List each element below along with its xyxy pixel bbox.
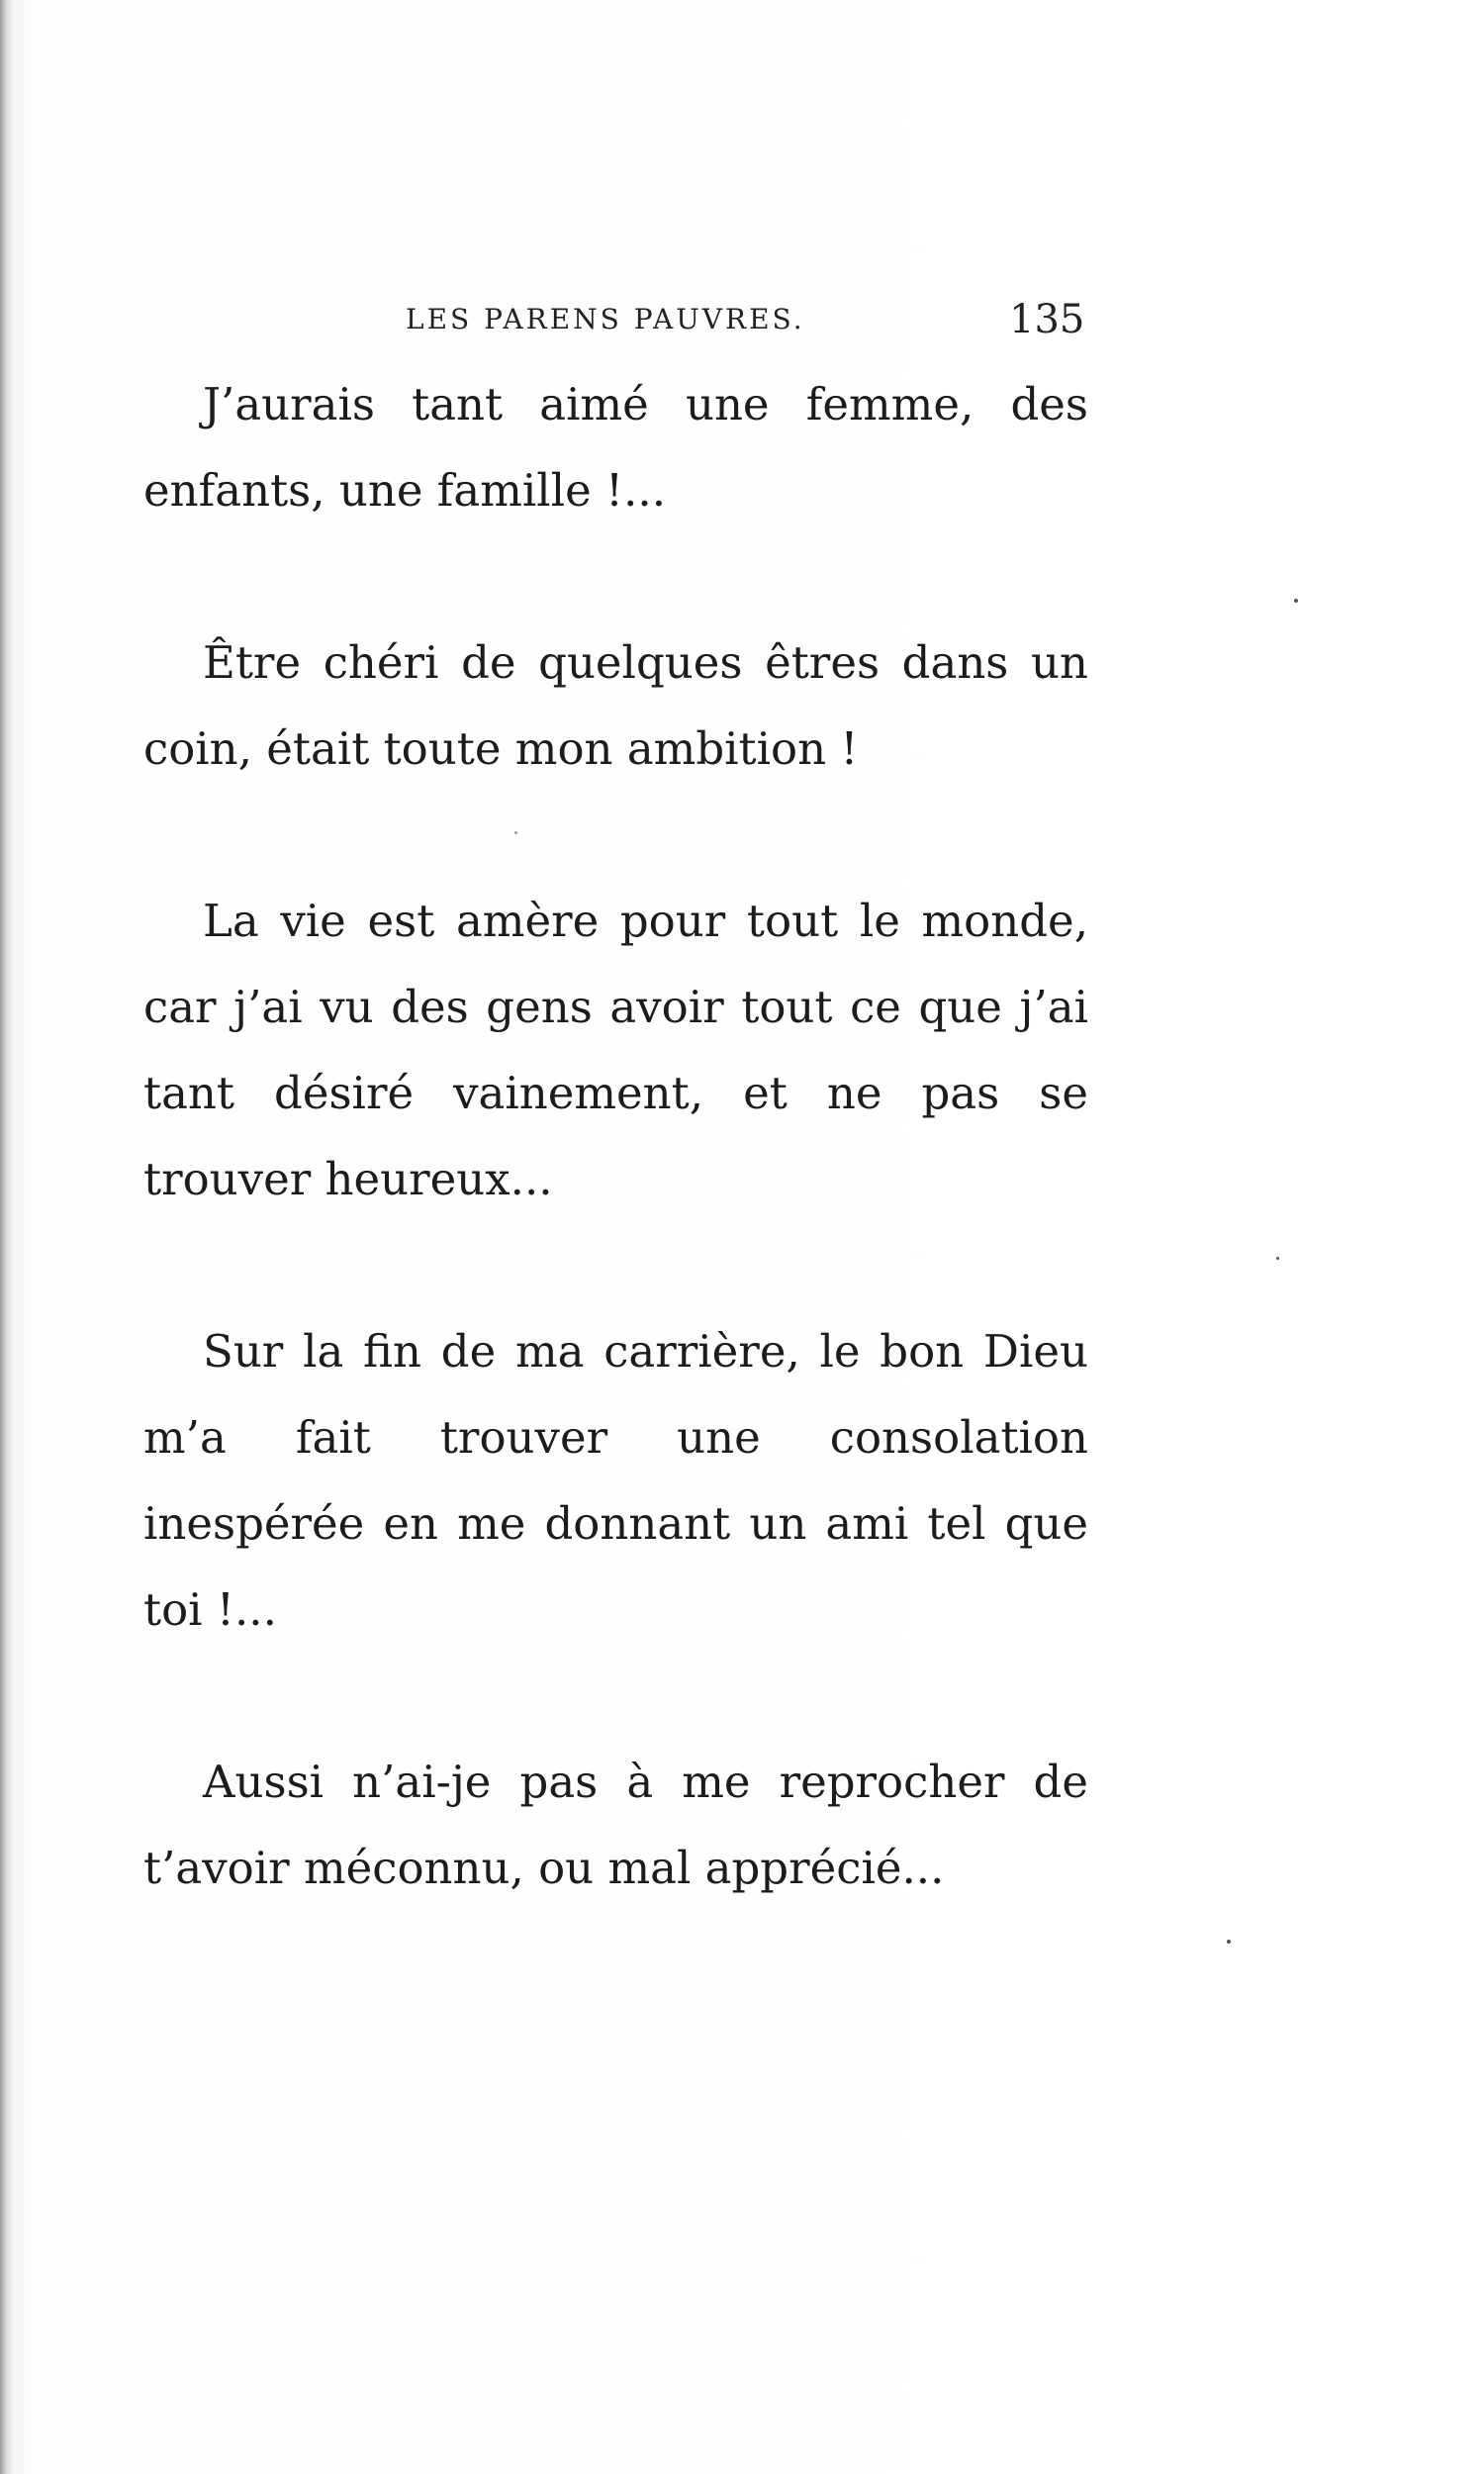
paper-speck	[1227, 1940, 1231, 1944]
page-number: 135	[1009, 297, 1085, 342]
paragraph-5: Aussi n’ai-je pas à me reprocher de t’avoir méconnu, ou mal apprécié...	[143, 1756, 1088, 1894]
paragraph-gap	[143, 1653, 1088, 1739]
paragraph-2: Être chéri de quelques êtres dans un coin, était toute mon ambition !	[143, 636, 1088, 775]
paper-speck	[514, 831, 517, 834]
paragraph-gap	[143, 792, 1088, 878]
paragraph-3: La vie est amère pour tout le monde, car j’ai vu des gens avoir tout ce que j’ai tant désiré vainement, et ne pas se trouver heureux...	[143, 895, 1088, 1205]
paragraph-1: J’aurais tant aimé une femme, des enfants, une famille !...	[143, 378, 1088, 517]
page-body	[143, 361, 1088, 1911]
running-title: LES PARENS PAUVRES.	[406, 303, 805, 335]
paragraph-gap	[143, 533, 1088, 619]
page-header	[0, 297, 1484, 346]
paragraph-4: Sur la fin de ma carrière, le bon Dieu m’a fait trouver une consolation inespérée en me donnant un ami tel que toi !...	[143, 1325, 1088, 1636]
paper-speck	[1294, 599, 1298, 603]
paper-speck	[1276, 1257, 1279, 1260]
paragraph-gap	[143, 1222, 1088, 1308]
